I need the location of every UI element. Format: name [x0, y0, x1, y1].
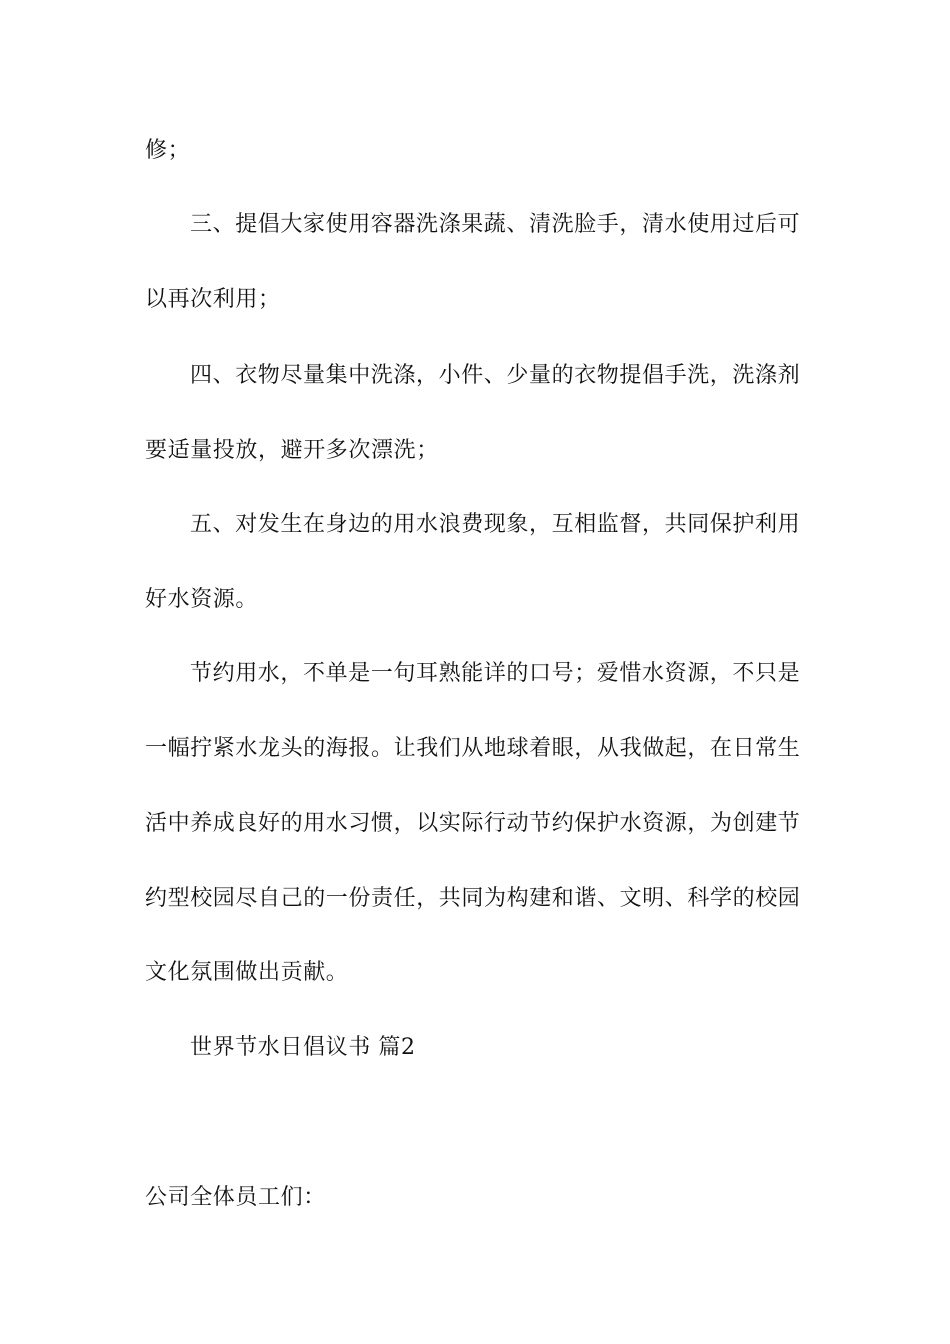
text-line: 三、提倡大家使用容器洗涤果蔬、清洗脸手，清水使用过后可: [190, 212, 801, 237]
text-line: 约型校园尽自己的一份责任，共同为构建和谐、文明、科学的校园: [145, 886, 801, 911]
text-line: 修；: [145, 138, 191, 163]
text-line: 节约用水，不单是一句耳熟能详的口号；爱惜水资源，不只是: [190, 661, 801, 686]
text-line: 好水资源。: [145, 587, 259, 612]
text-line: 要适量投放，避开多次漂洗；: [145, 438, 439, 463]
text-line: 以再次利用；: [145, 287, 281, 312]
text-line: 五、对发生在身边的用水浪费现象，互相监督，共同保护利用: [190, 512, 801, 537]
text-line: 文化氛围做出贡献。: [145, 960, 349, 985]
text-line: 四、衣物尽量集中洗涤，小件、少量的衣物提倡手洗，洗涤剂: [190, 363, 801, 388]
text-line: 活中养成良好的用水习惯，以实际行动节约保护水资源，为创建节: [145, 811, 801, 836]
section-heading: 世界节水日倡议书 篇2: [190, 1035, 416, 1060]
salutation: 公司全体员工们：: [145, 1185, 326, 1210]
text-line: 一幅拧紧水龙头的海报。让我们从地球着眼，从我做起，在日常生: [145, 736, 801, 761]
